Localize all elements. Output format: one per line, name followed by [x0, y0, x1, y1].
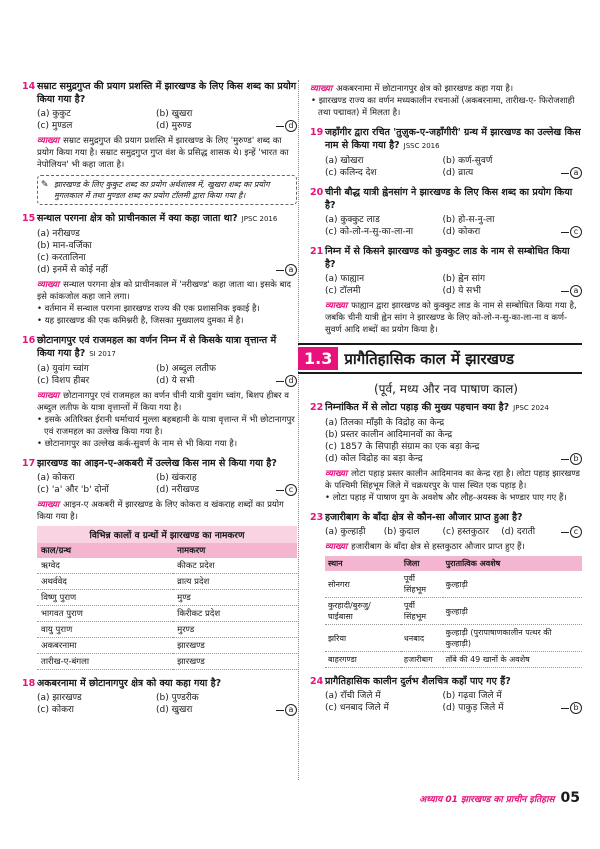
explanation	[22, 390, 297, 414]
answer-badge: d	[285, 375, 297, 387]
sites-table	[325, 556, 582, 668]
option-c: (c) कलिन्द देश	[325, 168, 377, 178]
question-number: 18	[22, 678, 36, 689]
question-number: 23	[310, 512, 324, 523]
table-row	[325, 571, 582, 598]
question-text: हजारीबाग के बाँदा क्षेत्र से कौन-सा औजार प्राप्त हुआ है?	[325, 512, 523, 523]
answer-badge: c	[285, 484, 297, 496]
option-c: (c) विशप हीबर	[37, 376, 90, 386]
question-text: अकबरनामा में छोटानागपुर क्षेत्र को क्या कहा गया है?	[37, 678, 222, 689]
question-15	[22, 212, 297, 327]
left-column	[22, 80, 297, 723]
right-column	[304, 80, 582, 721]
question-19	[310, 126, 582, 179]
table-cell: भागवत पुराण	[37, 606, 173, 622]
question-number: 22	[310, 402, 324, 413]
explanation-text: हजारीबाग के बाँदा क्षेत्र से हस्तकुठार औजार प्राप्त हुए हैं।	[351, 542, 525, 552]
explanation	[310, 541, 582, 553]
bullet-text: छोटानागपुर का उल्लेख कर्क-सुवर्ण के नाम से भी किया गया है।	[44, 439, 238, 449]
option-d: (d) ये सभी	[442, 286, 481, 296]
option-c: (c) को-लो-न-सु-का-ला-ना	[325, 227, 414, 237]
option-b: (b) प्रस्तर कालीन आदिमानवों का केन्द्र	[325, 430, 453, 440]
table-cell: व्रात्य प्रदेश	[173, 574, 297, 590]
option-c: (c) 1857 के सिपाही संग्राम का एक बड़ा केन्द्र	[325, 442, 480, 452]
question-text: निम्नांकित में से लोटा पहाड़ की मुख्य पहचान क्या है?	[325, 402, 510, 413]
table-cell: मुरण्ड	[173, 622, 297, 638]
explanation	[310, 300, 582, 336]
explanation-label: व्याख्या	[37, 391, 60, 401]
exam-tag: JSSC 2016	[403, 142, 440, 150]
table-cell: धनबाद	[401, 625, 443, 652]
explanation-label: व्याख्या	[37, 280, 60, 290]
exam-tag: SI 2017	[89, 350, 116, 358]
table-cell: वायु पुराण	[37, 622, 173, 638]
table-cell: कुल्हाड़ी	[443, 571, 582, 598]
question-14	[22, 80, 297, 205]
bullet-text: यह झारखण्ड की एक कमिश्नरी है, जिसका मुख्यालय दुमका में है।	[44, 316, 244, 326]
option-b: (b) अब्दुल लतीफ	[156, 364, 216, 374]
question-text: निम्न में से किसने झारखण्ड को कुक्कुट लाड के नाम से सम्बोधित किया है?	[325, 246, 570, 270]
option-a: (a) राँची जिले में	[325, 691, 381, 701]
bullet-text: लोटा पहाड़ में पाषाण युग के अवशेष और लौह-अयस्क के भण्डार पाए गए हैं।	[332, 493, 567, 503]
option-b: (b) हो-स-नु-ला	[442, 215, 495, 225]
option-d: (d) खुखरा	[156, 705, 193, 715]
answer-badge: a	[570, 167, 582, 179]
bullet-text: इसके अतिरिक्त ईरानी धर्माचार्य मुल्ला बहबहानी के यात्रा वृत्तान्त में भी छोटानागपुर एवं राजमहल का उल्लेख किया गया है।	[44, 415, 295, 437]
question-18-explanation	[310, 83, 582, 119]
bullet-point: • झारखण्ड राज्य का वर्णन मध्यकालीन रचनाओं (अकबरनामा, तारीख-ए- फिरोजशाही तथा पद्मावत) में मिलता है।	[311, 96, 575, 118]
explanation-label: व्याख्या	[325, 542, 348, 552]
table-header: स्थान	[325, 556, 401, 571]
table-cell: तारीख-ए-बंगला	[37, 654, 173, 670]
question-text: प्रागैतिहासिक कालीन दुर्लभ शैलचित्र कहाँ पाए गए हैं?	[325, 676, 511, 687]
option-b: (b) पुण्डरीक	[156, 693, 199, 703]
option-a: (a) खोखरा	[325, 156, 364, 166]
option-a: (a) झारखण्ड	[37, 693, 82, 703]
answer-badge: c	[570, 226, 582, 238]
table-row	[37, 622, 297, 638]
bullet-point: • इसके अतिरिक्त ईरानी धर्माचार्य मुल्ला बहबहानी के यात्रा वृत्तान्त में भी छोटानागपुर एवं राजमहल का उल्लेख किया गया है।	[37, 415, 295, 437]
option-c: (c) 'a' और 'b' दोनों	[37, 485, 109, 495]
option-c: (c) टॉलमी	[325, 286, 361, 296]
table-cell: सोनगरा	[325, 571, 401, 598]
table-cell: झरिया	[325, 625, 401, 652]
option-d: (d) व्रात्य	[442, 168, 474, 178]
question-number: 19	[310, 127, 324, 138]
naming-table	[37, 526, 297, 670]
option-c: (c) करतालिना	[37, 253, 86, 263]
table-row	[37, 654, 297, 670]
table-cell: किरीकट प्रदेश	[173, 606, 297, 622]
question-number: 21	[310, 246, 324, 257]
option-b: (b) खंकराह	[156, 473, 197, 483]
table-cell: कुरहादी/बुरुजु/ घाईबासा	[325, 598, 401, 625]
option-c: (c) हस्तकुठार	[442, 527, 489, 537]
table-header: काल/ग्रन्थ	[37, 543, 173, 558]
answer-badge: b	[570, 702, 582, 714]
table-row	[325, 652, 582, 668]
option-a: (a) फाह्यान	[325, 274, 365, 284]
question-text: चीनी बौद्ध यात्री ह्वेनसांग ने झारखण्ड के लिए किस शब्द का प्रयोग किया है?	[325, 187, 573, 211]
table-cell: मुण्ड	[173, 590, 297, 606]
explanation-text: सन्थाल परगना क्षेत्र को प्राचीनकाल में 'नरीखण्ड' कहा जाता था। इसके बाद इसे कांकजोल कहा जाने लगा।	[37, 280, 292, 302]
explanation-label: व्याख्या	[325, 301, 348, 311]
question-22	[310, 401, 582, 504]
answer-badge: b	[570, 453, 582, 465]
question-number: 16	[22, 335, 36, 346]
bullet-text: झारखण्ड राज्य का वर्णन मध्यकालीन रचनाओं (अकबरनामा, तारीख-ए- फिरोजशाही तथा पद्मावत) में मिलता है।	[318, 96, 575, 118]
explanation-text: छोटानागपुर एवं राजमहल का वर्णन चीनी यात्री युवांग च्वांग, बिशप हीबर व अब्दुल लतीफ के यात्रा वृत्तान्तों में किया गया है।	[37, 391, 290, 413]
table-cell: पूर्वी सिंहभूम	[401, 598, 443, 625]
explanation-text: अकबरनामा में छोटानागपुर क्षेत्र को झारखण्ड कहा गया है।	[336, 84, 514, 94]
table-cell: पूर्वी सिंहभूम	[401, 571, 443, 598]
answer-badge: a	[285, 704, 297, 716]
option-b: (b) कुदाल	[383, 527, 420, 537]
table-title: विभिन्न कालों व ग्रन्थों में झारखण्ड का नामकरण	[37, 526, 297, 543]
section-number: 1.3	[298, 347, 338, 370]
question-text: सम्राट समुद्रगुप्त की प्रयाग प्रशस्ति में झारखण्ड के लिए किस शब्द का प्रयोग किया गया है?	[37, 81, 297, 105]
section-title: प्रागैतिहासिक काल में झारखण्ड	[344, 349, 515, 368]
table-cell: हजारीबाग	[401, 652, 443, 668]
option-a: (a) कुकुट	[37, 109, 71, 119]
bullet-point: • यह झारखण्ड की एक कमिश्नरी है, जिसका मुख्यालय दुमका में है।	[37, 316, 244, 326]
option-d: (d) इनमें से कोई नहीं	[37, 265, 108, 275]
question-16	[22, 334, 297, 450]
explanation-text: आइन-ए अकबरी में झारखण्ड के लिए कोकरा व खंकराह शब्दों का प्रयोग किया गया है।	[37, 500, 284, 522]
option-a: (a) तिलका माँझी के विद्रोह का केन्द्र	[325, 418, 445, 428]
question-text: सन्थाल परगना क्षेत्र को प्राचीनकाल में क्या कहा जाता था?	[37, 213, 238, 224]
question-number: 20	[310, 187, 324, 198]
bullet-text: वर्तमान में सन्थाल परगना झारखण्ड राज्य की एक प्रशासनिक इकाई है।	[44, 304, 260, 314]
option-d: (d) ये सभी	[156, 376, 195, 386]
option-b: (b) कर्ण-सुवर्ण	[442, 156, 493, 166]
table-cell: अकबरनामा	[37, 638, 173, 654]
table-row	[325, 598, 582, 625]
option-a: (a) युवांग च्वांग	[37, 364, 89, 374]
question-20	[310, 186, 582, 238]
table-row	[37, 558, 297, 574]
explanation	[22, 499, 297, 523]
explanation	[310, 468, 582, 492]
option-a: (a) नरीखण्ड	[37, 229, 80, 239]
answer-badge: c	[570, 526, 582, 538]
option-a: (a) कोकरा	[37, 473, 75, 483]
table-cell: अथर्ववेद	[37, 574, 173, 590]
option-c: (c) कोकरा	[37, 705, 74, 715]
explanation-label: व्याख्या	[310, 84, 333, 94]
explanation-text: लोटा पहाड़ प्रस्तर कालीन आदिमानव का केन्द्र रहा है। लोटा पहाड़ झारखण्ड के पश्चिमी सिंहभूम जिले में चक्रधरपुर के पास स्थित एक पहाड़ है।	[325, 469, 580, 491]
option-b: (b) खुखरा	[156, 109, 193, 119]
question-number: 15	[22, 213, 36, 224]
chapter-title: अध्याय 01 झारखण्ड का प्राचीन इतिहास	[419, 795, 555, 805]
explanation-text: सम्राट समुद्रगुप्त की प्रयाग प्रशस्ति में झारखण्ड के लिए 'मुरुण्ड' शब्द का प्रयोग किया गया है। सम्राट समुद्रगुप्त गुप्त वंश के प्रसिद्ध शासक थे। इन्हें 'भारत का नेपोलियन' भी कहा जाता है।	[37, 136, 289, 170]
exam-tag: JPSC 2016	[241, 215, 278, 223]
pen-icon: ✎	[41, 180, 49, 190]
explanation-text: फाह्यान द्वारा झारखण्ड को कुक्कुट लाड के नाम से सम्बोधित किया गया है, जबकि चीनी यात्री ह्वेन सांग ने झारखण्ड के लिए को-लो-न-सु-का-ला-ना व कर्ण-सुवर्ण आदि शब्दों का प्रयोग किया है।	[325, 301, 577, 335]
option-d: (d) कोल विद्रोह का बड़ा केन्द्र	[325, 454, 423, 464]
answer-badge: d	[285, 120, 297, 132]
table-cell: ताँबे की 49 खानों के अवशेष	[443, 652, 582, 668]
question-21	[310, 245, 582, 336]
section-heading	[298, 343, 582, 374]
question-23	[310, 511, 582, 668]
bullet-point: • छोटानागपुर का उल्लेख कर्क-सुवर्ण के नाम से भी किया गया है।	[37, 439, 238, 449]
explanation	[22, 279, 297, 303]
explanation	[310, 83, 582, 95]
question-text: छोटानागपुर एवं राजमहल का वर्णन निम्न में से किसके यात्रा वृत्तान्त में किया गया है?	[37, 335, 277, 359]
note-text: झारखण्ड के लिए कुकुट शब्द का प्रयोग अर्थशास्त्र में, खुखरा शब्द का प्रयोग मुगलकाल में तथा मुण्डल शब्द का प्रयोग टॉलमी द्वारा किया गया है।	[54, 180, 270, 200]
table-cell: बाहरगण्डा	[325, 652, 401, 668]
table-header: नामकरण	[173, 543, 297, 558]
explanation-label: व्याख्या	[37, 500, 60, 510]
option-a: (a) कुल्हाड़ी	[325, 527, 366, 537]
bullet-point: • वर्तमान में सन्थाल परगना झारखण्ड राज्य की एक प्रशासनिक इकाई है।	[37, 304, 260, 314]
section-subtitle: (पूर्व, मध्य और नव पाषाण काल)	[373, 382, 518, 396]
table-header: जिला	[401, 556, 443, 571]
note-box	[37, 175, 297, 205]
table-row	[37, 574, 297, 590]
option-d: (d) दराती	[501, 527, 536, 537]
question-text: जहाँगीर द्वारा रचित 'तुज़ुक-ए-जहाँगीरी' ग्रन्थ में झारखण्ड का उल्लेख किस नाम से किया गया है?	[325, 127, 581, 151]
column-divider	[298, 80, 299, 780]
bullet-point: • लोटा पहाड़ में पाषाण युग के अवशेष और लौह-अयस्क के भण्डार पाए गए हैं।	[325, 493, 567, 503]
question-number: 17	[22, 458, 36, 469]
option-d: (d) नरीखण्ड	[156, 485, 200, 495]
answer-badge: a	[570, 285, 582, 297]
option-c: (c) मुण्डल	[37, 121, 73, 131]
table-cell: झारखण्ड	[173, 638, 297, 654]
table-row	[37, 590, 297, 606]
answer-badge: a	[285, 264, 297, 276]
question-number: 24	[310, 676, 324, 687]
table-row	[37, 638, 297, 654]
question-18	[22, 677, 297, 716]
page-footer	[419, 790, 580, 806]
explanation	[22, 135, 297, 171]
table-cell: झारखण्ड	[173, 654, 297, 670]
option-b: (b) गढ़वा जिले में	[442, 691, 502, 701]
table-cell: विष्णु पुराण	[37, 590, 173, 606]
option-d: (d) पाकुड़ जिले में	[442, 703, 504, 713]
explanation-label: व्याख्या	[325, 469, 348, 479]
table-row	[325, 625, 582, 652]
question-24	[310, 675, 582, 714]
exam-tag: JPSC 2024	[513, 404, 549, 412]
option-b: (b) मान-वर्जिका	[37, 241, 92, 251]
question-17	[22, 457, 297, 670]
table-cell: कुल्हाड़ी	[443, 598, 582, 625]
table-row	[37, 606, 297, 622]
explanation-label: व्याख्या	[37, 136, 60, 146]
option-d: (d) मुरुण्ड	[156, 121, 192, 131]
table-cell: कुल्हाड़ी (पुरापाषाणकालीन पत्थर की कुल्हाड़ी)	[443, 625, 582, 652]
option-d: (d) कोकरा	[442, 227, 481, 237]
option-a: (a) कुक्कुट लाड	[325, 215, 380, 225]
page-number: 05	[560, 790, 580, 806]
table-cell: ऋग्वेद	[37, 558, 173, 574]
table-header: पुरातात्विक अवशेष	[443, 556, 582, 571]
table-cell: कीकट प्रदेश	[173, 558, 297, 574]
option-c: (c) धनबाद जिले में	[325, 703, 389, 713]
question-number: 14	[22, 81, 36, 92]
option-b: (b) ह्वेन सांग	[442, 274, 486, 284]
question-text: झारखण्ड का आइन-ए-अकबरी में उल्लेख किस नाम से किया गया है?	[37, 458, 277, 469]
